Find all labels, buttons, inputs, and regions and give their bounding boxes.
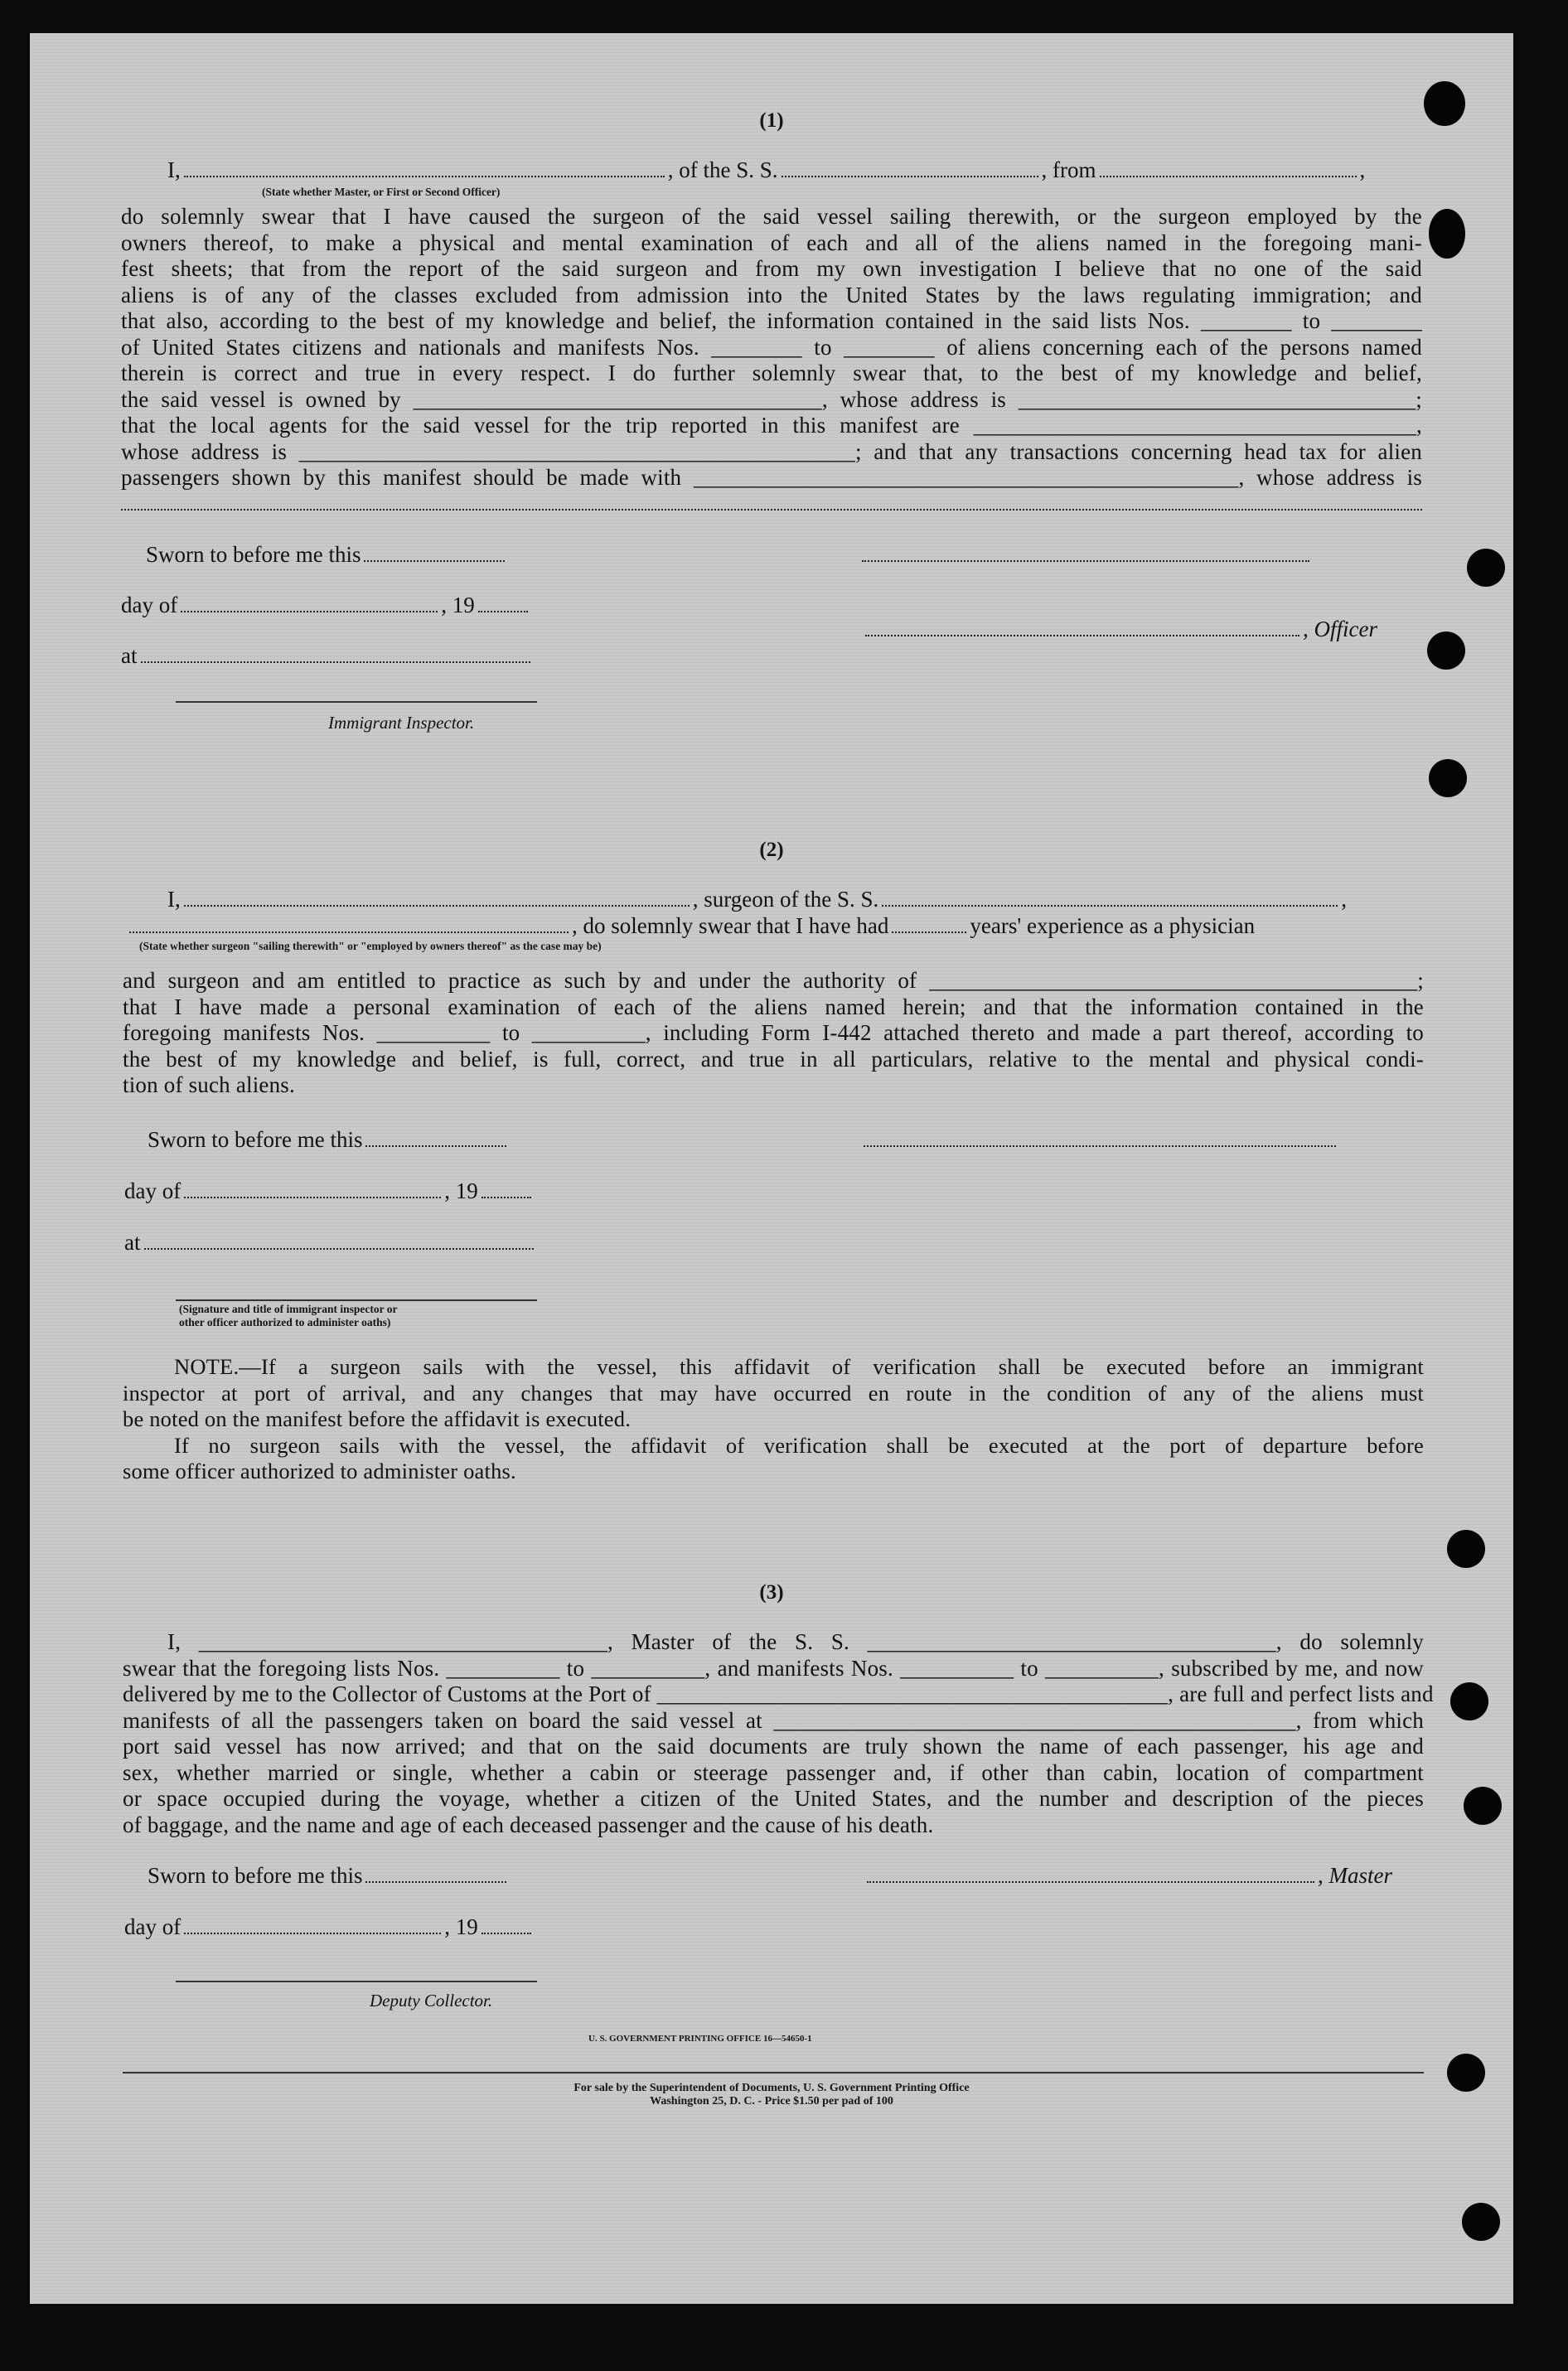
- continuation-line: [121, 509, 1422, 510]
- section-3-number: (3): [759, 1581, 784, 1604]
- label-i: I,: [167, 157, 181, 182]
- signature-note-1: (Signature and title of immigrant inspector or: [179, 1303, 398, 1315]
- form-page: [30, 33, 1513, 2304]
- binder-hole: [1429, 759, 1467, 797]
- binder-hole: [1467, 549, 1505, 587]
- master-line: , Master: [864, 1863, 1392, 1889]
- day-of-line-2: day of , 19: [124, 1178, 535, 1204]
- binder-hole: [1450, 1682, 1488, 1720]
- label-from: , from: [1041, 157, 1096, 182]
- note-paragraph: NOTE.—If a surgeon sails with the vessel, this affidavit of verification shall be executed before an immigrant inspector at port of arrival, and any changes that may have occurred en route in the condition of any of the aliens must be noted on the manifest before the affidavit is executed. If no surgeon sails with the vessel, the affidavit of verification shall be executed at the port of departure before some officer authorized to administer oaths.: [123, 1354, 1424, 1483]
- day-of-line-1: day of , 19: [121, 593, 531, 618]
- surgeon-state-note: (State whether surgeon "sailing therewith" or "employed by owners thereof" as the case may be): [139, 940, 602, 952]
- officer-signature-line-1: [862, 560, 1309, 562]
- officer-line: , Officer: [862, 617, 1377, 642]
- footer-sale-line: For sale by the Superintendent of Documents, U. S. Government Printing Office: [573, 2082, 970, 2094]
- at-line-2: at: [124, 1230, 537, 1256]
- administering-officer-line: [176, 1299, 537, 1301]
- day-of-line-3: day of , 19: [124, 1914, 535, 1940]
- binder-hole: [1462, 2203, 1500, 2241]
- binder-hole: [1429, 209, 1465, 259]
- footer-rule: [123, 2072, 1424, 2073]
- binder-hole: [1447, 1530, 1485, 1568]
- binder-hole: [1427, 631, 1465, 670]
- immigrant-inspector-label: Immigrant Inspector.: [328, 713, 475, 733]
- inspector-signature-line: [176, 701, 537, 703]
- section-1-oath-paragraph: do solemnly swear that I have caused the surgeon of the said vessel sailing therewith, or the surgeon employed by the owners thereof, to make a physical and mental examination of each and all of the aliens named in the foregoing mani- fest sheets; that from the report of the said surgeon and from my own investigation I believe that no one of the said aliens is of any of the classes excluded from admission into the United States by the laws regulating immigration; and that also, according to the best of my knowledge and belief, the information contained in the said lists Nos. ________ to ________ of United States citizens and nationals and manifests Nos. ________ to ________ of aliens concerning each of the persons named therein is correct and true in every respect. I do further solemnly swear that, to the best of my knowledge and belief, the said vessel is owned by ____________________________________, whose address is ___________________________________; that the local agents for the said vessel for the trip reported in this manifest are _______________________________________, whose address is _________________________________________________; and that any transactions concerning head tax for alien passengers shown by this manifest should be made with ________________________________________________, whose address is: [121, 204, 1422, 490]
- section-2-header-line-1: I, , surgeon of the S. S. ,: [167, 887, 1348, 912]
- binder-hole: [1464, 1787, 1502, 1825]
- signature-note-2: other officer authorized to administer oaths): [179, 1316, 391, 1328]
- gpo-print-line: U. S. GOVERNMENT PRINTING OFFICE 16—54650-1: [588, 2034, 812, 2044]
- sworn-line-1: Sworn to before me this: [146, 542, 508, 568]
- state-note: (State whether Master, or First or Second Officer): [262, 186, 501, 198]
- section-2-number: (2): [759, 839, 784, 861]
- footer-price-line: Washington 25, D. C. - Price $1.50 per pad of 100: [650, 2095, 893, 2107]
- section-1-header-line: I, , of the S. S. , from ,: [167, 157, 1366, 182]
- section-1-number: (1): [759, 109, 784, 132]
- label-of-ss: , of the S. S.: [667, 157, 778, 182]
- surgeon-signature-line: [864, 1145, 1336, 1147]
- at-line-1: at: [121, 643, 534, 669]
- deputy-collector-label: Deputy Collector.: [370, 1991, 493, 2011]
- sworn-line-2: Sworn to before me this: [148, 1127, 510, 1153]
- section-2-header-line-2: , do solemnly swear that I have had years' experience as a physician: [126, 913, 1255, 939]
- section-3-oath-paragraph: I, ____________________________________, Master of the S. S. ____________________________________, do solemnly swear that the foregoing lists Nos. __________ to __________, and manifests Nos. __________ to __________, subscribed by me, and now delivered by me to the Collector of Customs at the Port of _____________________________________________, are full and perfect lists and manifests of all the passengers taken on board the said vessel at ______________________________________________, from which port said vessel has now arrived; and that on the said documents are truly shown the name of each passenger, his age and sex, whether married or single, whether a cabin or steerage passenger and, if other than cabin, location of compartment or space occupied during the voyage, whether a citizen of the United States, and the number and description of the pieces of baggage, and the name and age of each deceased passenger and the cause of his death.: [123, 1629, 1434, 1837]
- collector-signature-line: [176, 1981, 537, 1982]
- sworn-line-3: Sworn to before me this: [148, 1863, 510, 1889]
- section-2-oath-paragraph: and surgeon and am entitled to practice as such by and under the authority of ___________________________________________; that I have made a personal examination of each of the aliens named herein; and that the information contained in the foregoing manifests Nos. __________ to __________, including Form I-442 attached thereto and made a part thereof, according to the best of my knowledge and belief, is full, correct, and true in all particulars, relative to the mental and physical condi- tion of such aliens.: [123, 968, 1424, 1097]
